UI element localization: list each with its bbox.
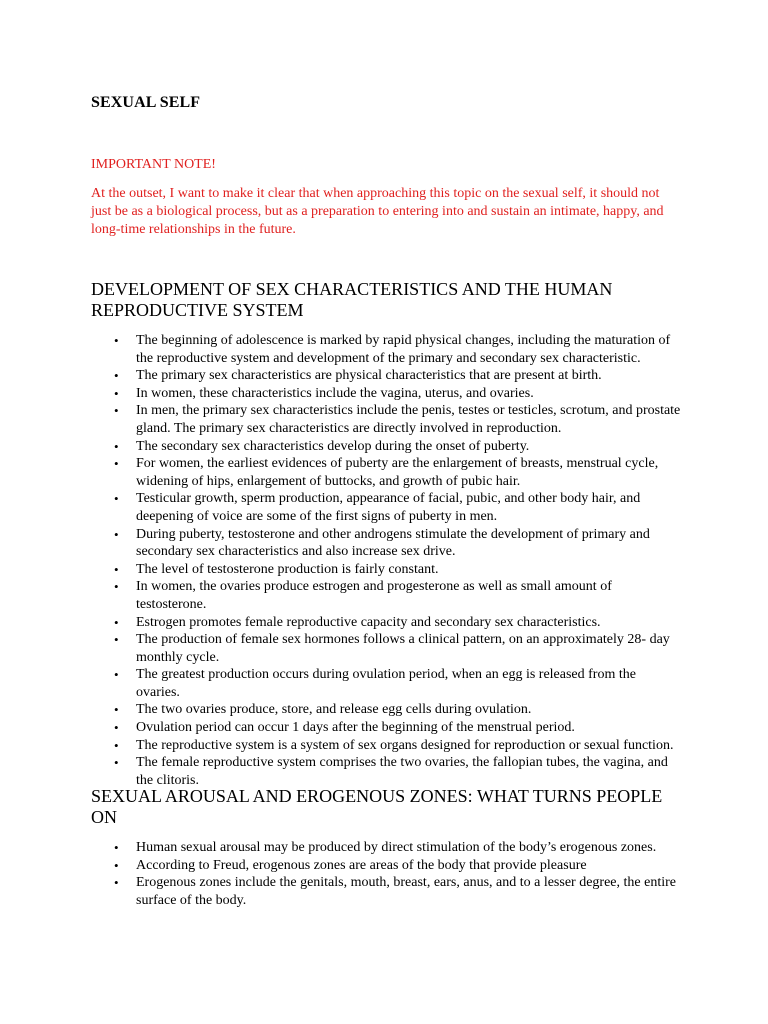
- bullet-icon: •: [114, 438, 119, 454]
- list-item-text: The reproductive system is a system of sex organs designed for reproduction or sexual function.: [136, 737, 674, 753]
- list-item: [91, 614, 681, 632]
- list-item: [91, 839, 681, 857]
- list-item-text: The primary sex characteristics are physical characteristics that are present at birth.: [136, 368, 602, 384]
- bullet-icon: •: [114, 491, 119, 507]
- section-heading-development: DEVELOPMENT OF SEX CHARACTERISTICS AND THE HUMAN REPRODUCTIVE SYSTEM: [91, 279, 613, 320]
- list-item: [91, 578, 681, 613]
- bullet-icon: •: [114, 579, 119, 595]
- list-item-text: The two ovaries produce, store, and release egg cells during ovulation.: [136, 702, 532, 718]
- important-note-heading: IMPORTANT NOTE!: [91, 157, 216, 172]
- list-item-text: During puberty, testosterone and other androgens stimulate the development of primary and secondary sex characteristics and also increase sex drive.: [136, 526, 650, 560]
- list-item-text: The greatest production occurs during ovulation period, when an egg is released from the ovaries.: [136, 667, 636, 700]
- bullet-icon: •: [114, 840, 119, 855]
- list-item-text: The secondary sex characteristics develop during the onset of puberty.: [136, 438, 530, 454]
- list-item: [91, 631, 681, 666]
- list-item-text: The beginning of adolescence is marked by rapid physical changes, including the maturation of the reproductive system and development of the primary and secondary sex characteristic.: [136, 333, 671, 366]
- list-item: [91, 332, 681, 367]
- bullet-icon: •: [114, 614, 119, 630]
- list-item-text: The production of female sex hormones follows a clinical pattern, on an approximately 28- day monthly cycle.: [136, 632, 670, 665]
- list-item: [91, 402, 681, 437]
- bullet-icon: •: [114, 875, 119, 891]
- list-item: [91, 754, 681, 789]
- list-item: [91, 385, 681, 403]
- list-item-text: Testicular growth, sperm production, appearance of facial, pubic, and other body hair, and deepening of voice are some of the first signs of puberty in men.: [136, 491, 641, 524]
- list-item: [91, 737, 681, 755]
- list-item-text: According to Freud, erogenous zones are areas of the body that provide pleasure: [136, 857, 587, 873]
- list-item: [91, 526, 681, 561]
- bullet-icon: •: [114, 456, 119, 472]
- bullet-icon: •: [114, 857, 119, 873]
- list-item-text: The level of testosterone production is fairly constant.: [136, 561, 439, 577]
- bullet-icon: •: [114, 737, 119, 753]
- arousal-bullet-list: [91, 839, 681, 909]
- bullet-icon: •: [114, 702, 119, 718]
- list-item: [91, 701, 681, 719]
- list-item-text: In men, the primary sex characteristics include the penis, testes or testicles, scrotum, and prostate gland. The primary sex characteristics are directly involved in reproduction.: [136, 403, 681, 436]
- list-item-text: Estrogen promotes female reproductive capacity and secondary sex characteristics.: [136, 614, 601, 630]
- bullet-icon: •: [114, 755, 119, 771]
- bullet-icon: •: [114, 403, 119, 419]
- bullet-icon: •: [114, 526, 119, 542]
- list-item: [91, 455, 681, 490]
- list-item-text: For women, the earliest evidences of puberty are the enlargement of breasts, menstrual cycle, widening of hips, enlargement of buttocks, and growth of pubic hair.: [136, 456, 659, 489]
- list-item: [91, 367, 681, 385]
- bullet-icon: •: [114, 368, 119, 384]
- list-item: [91, 874, 681, 909]
- list-item: [91, 561, 681, 579]
- list-item-text: The female reproductive system comprises the two ovaries, the fallopian tubes, the vagina, and the clitoris.: [136, 755, 668, 788]
- list-item: [91, 666, 681, 701]
- development-bullet-list: [91, 332, 681, 789]
- bullet-icon: •: [114, 667, 119, 683]
- important-note-body: At the outset, I want to make it clear that when approaching this topic on the sexual self, it should not just be as a biological process, but as a preparation to entering into and sustain an intimate, happy, and long-time relationships in the future.: [91, 186, 664, 237]
- bullet-icon: •: [114, 720, 119, 736]
- list-item-text: In women, these characteristics include the vagina, uterus, and ovaries.: [136, 385, 534, 401]
- list-item: [91, 719, 681, 737]
- bullet-icon: •: [114, 561, 119, 577]
- list-item-text: Human sexual arousal may be produced by direct stimulation of the body’s erogenous zones.: [136, 840, 657, 855]
- list-item: [91, 857, 681, 875]
- section-heading-arousal: SEXUAL AROUSAL AND EROGENOUS ZONES: WHAT TURNS PEOPLE ON: [91, 786, 663, 827]
- document-title: SEXUAL SELF: [91, 94, 201, 111]
- bullet-icon: •: [114, 632, 119, 648]
- bullet-icon: •: [114, 385, 119, 401]
- list-item-text: Ovulation period can occur 1 days after the beginning of the menstrual period.: [136, 720, 575, 736]
- list-item: [91, 438, 681, 456]
- bullet-icon: •: [114, 333, 119, 348]
- list-item: [91, 490, 681, 525]
- list-item-text: Erogenous zones include the genitals, mouth, breast, ears, anus, and to a lesser degree, the entire surface of the body.: [136, 875, 676, 908]
- list-item-text: In women, the ovaries produce estrogen and progesterone as well as small amount of testosterone.: [136, 579, 612, 612]
